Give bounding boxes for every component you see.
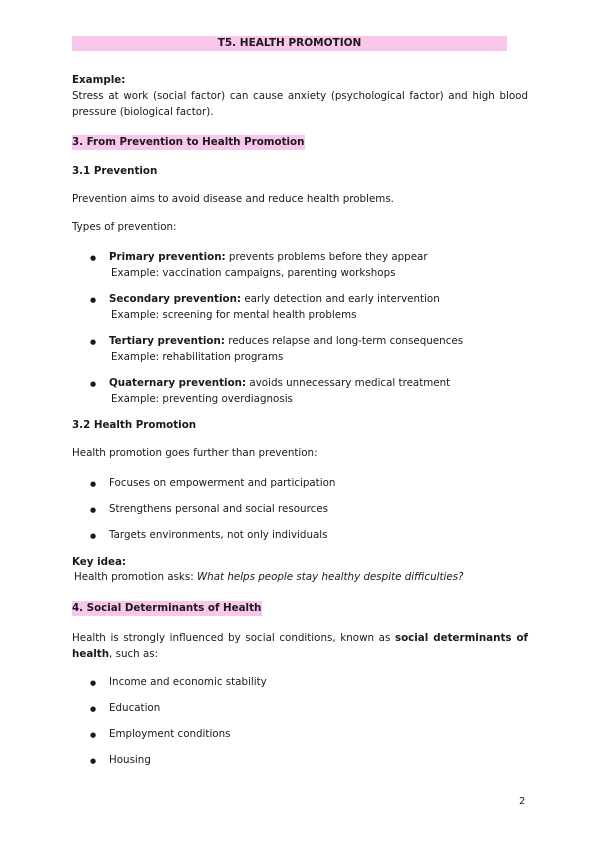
bullet-example: Example: screening for mental health problems [111,309,357,321]
section-3-heading [72,136,305,148]
section-4-intro [72,630,528,662]
bullet-desc: avoids unnecessary medical treatment [246,377,451,389]
health-promotion-intro: Health promotion goes further than prevention: [72,447,318,459]
section-4-intro-post: , such as: [109,648,159,660]
bullet-text: Income and economic stability [109,676,267,688]
bullet-term: Quaternary prevention: [109,377,247,389]
example-text: Stress at work (social factor) can cause anxiety (psychological factor) and high blood pressure (biological factor). [72,90,528,118]
bullet-example: Example: rehabilitation programs [111,351,284,363]
section-4-intro-bold: social determinants of health [72,632,528,660]
section-4-heading [72,602,262,614]
page-number: 2 [519,796,526,807]
bullet-term: Primary prevention: [109,251,226,263]
bullet-term: Tertiary prevention: [109,335,225,347]
bullet-icon: ● [90,338,97,346]
key-idea-label: Key idea: [72,556,127,568]
bullet-example: Example: vaccination campaigns, parenting workshops [111,267,396,279]
section-3-1-heading: 3.1 Prevention [72,165,158,177]
bullet-desc: early detection and early intervention [241,293,440,305]
bullet-icon: ● [90,254,97,262]
bullet-text: Strengthens personal and social resources [109,503,328,515]
bullet-icon: ● [90,296,97,304]
bullet-icon: ● [90,480,97,488]
bullet-icon: ● [90,757,97,765]
bullet-icon: ● [90,705,97,713]
section-3-heading-text: 3. From Prevention to Health Promotion [72,136,305,148]
key-idea-prefix: Health promotion asks: [74,571,197,583]
key-idea-text [74,571,464,583]
bullet-icon: ● [90,380,97,388]
bullet-desc: prevents problems before they appear [225,251,428,263]
bullet-icon: ● [90,679,97,687]
key-idea-question: What helps people stay healthy despite difficulties? [197,571,464,583]
bullet-icon: ● [90,532,97,540]
example-label: Example: [72,74,126,86]
bullet-text: Focuses on empowerment and participation [109,477,336,489]
bullet-example: Example: preventing overdiagnosis [111,393,293,405]
bullet-icon: ● [90,506,97,514]
types-label: Types of prevention: [72,221,177,233]
section-4-heading-text: 4. Social Determinants of Health [72,602,262,614]
section-3-2-heading: 3.2 Health Promotion [72,419,197,431]
bullet-icon: ● [90,731,97,739]
bullet-text: Targets environments, not only individuals [109,529,328,541]
bullet-text: Employment conditions [109,728,231,740]
page-title: T5. HEALTH PROMOTION [72,36,507,51]
bullet-term: Secondary prevention: [109,293,242,305]
bullet-desc: reduces relapse and long-term consequences [224,335,464,347]
section-4-intro-pre: Health is strongly influenced by social conditions, known as [72,632,395,644]
prevention-intro: Prevention aims to avoid disease and reduce health problems. [72,193,394,205]
bullet-text: Housing [109,754,151,766]
bullet-text: Education [109,702,161,714]
